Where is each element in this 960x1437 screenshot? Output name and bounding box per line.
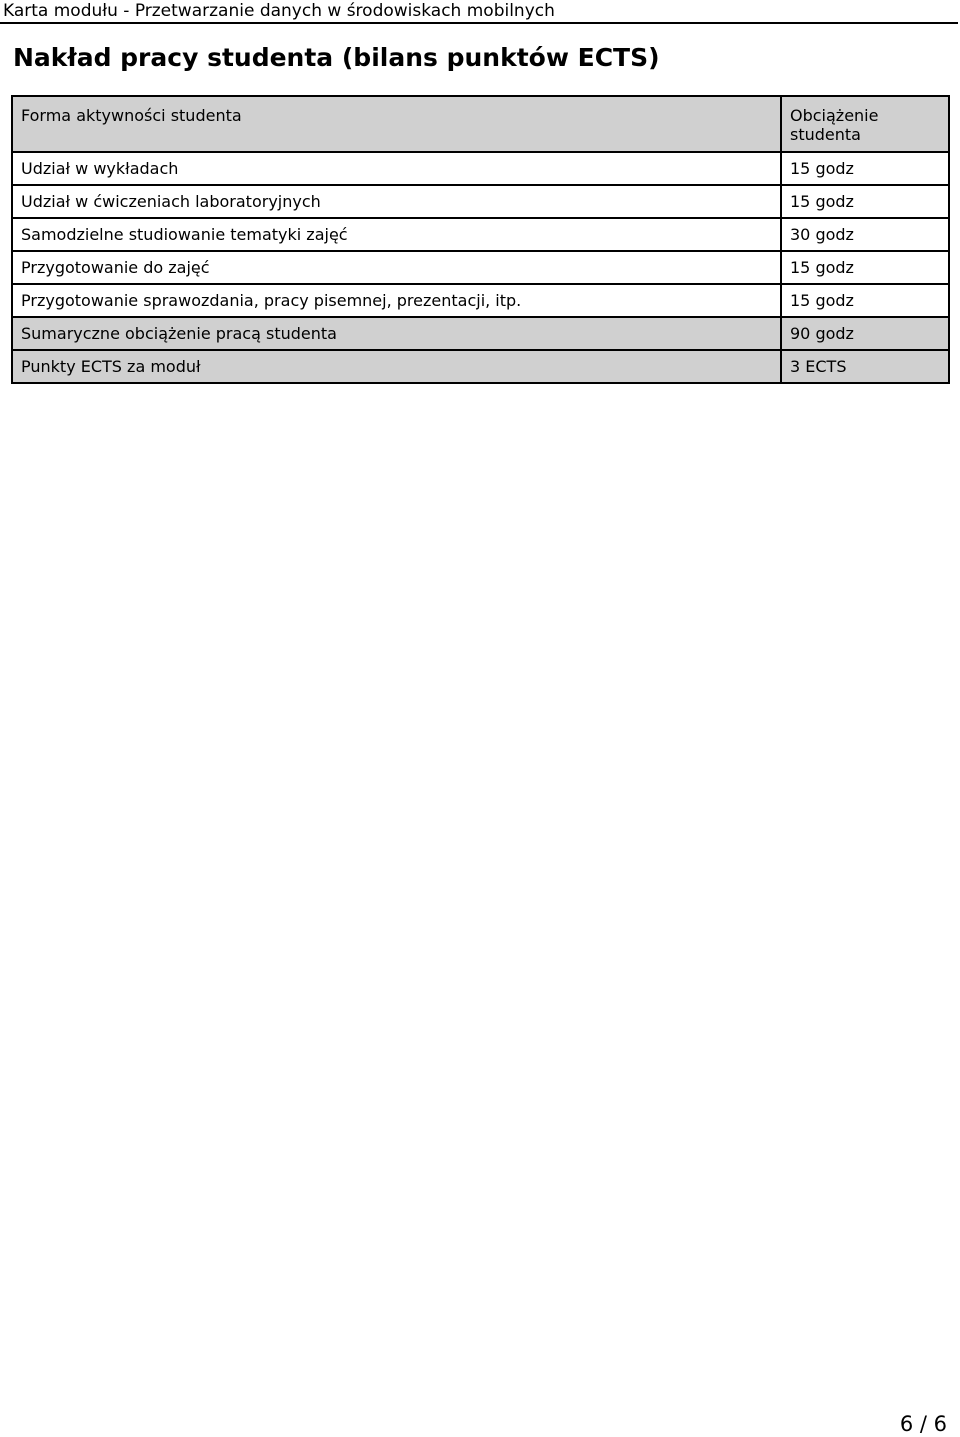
total-value: 90 godz — [781, 317, 949, 350]
activity-cell: Przygotowanie do zajęć — [12, 251, 781, 284]
ects-label: Punkty ECTS za moduł — [12, 350, 781, 383]
load-cell: 30 godz — [781, 218, 949, 251]
ects-row — [12, 350, 949, 383]
total-row — [12, 317, 949, 350]
table-row — [12, 185, 949, 218]
activity-cell: Udział w wykładach — [12, 152, 781, 185]
section-title: Nakład pracy studenta (bilans punktów ECTS) — [13, 43, 660, 72]
page-number: 6 / 6 — [899, 1412, 947, 1436]
running-header — [0, 0, 958, 24]
table-row — [12, 152, 949, 185]
table-row — [12, 218, 949, 251]
table-row — [12, 251, 949, 284]
header-activity: Forma aktywności studenta — [12, 96, 781, 152]
ects-value: 3 ECTS — [781, 350, 949, 383]
header-load: Obciążenie studenta — [781, 96, 949, 152]
load-cell: 15 godz — [781, 251, 949, 284]
table-row — [12, 284, 949, 317]
load-cell: 15 godz — [781, 152, 949, 185]
ects-workload-table — [11, 95, 950, 384]
load-cell: 15 godz — [781, 185, 949, 218]
running-header-title: Karta modułu - Przetwarzanie danych w środowiskach mobilnych — [3, 1, 555, 21]
table-header-row — [12, 96, 949, 152]
load-cell: 15 godz — [781, 284, 949, 317]
activity-cell: Udział w ćwiczeniach laboratoryjnych — [12, 185, 781, 218]
activity-cell: Przygotowanie sprawozdania, pracy pisemnej, prezentacji, itp. — [12, 284, 781, 317]
activity-cell: Samodzielne studiowanie tematyki zajęć — [12, 218, 781, 251]
total-label: Sumaryczne obciążenie pracą studenta — [12, 317, 781, 350]
